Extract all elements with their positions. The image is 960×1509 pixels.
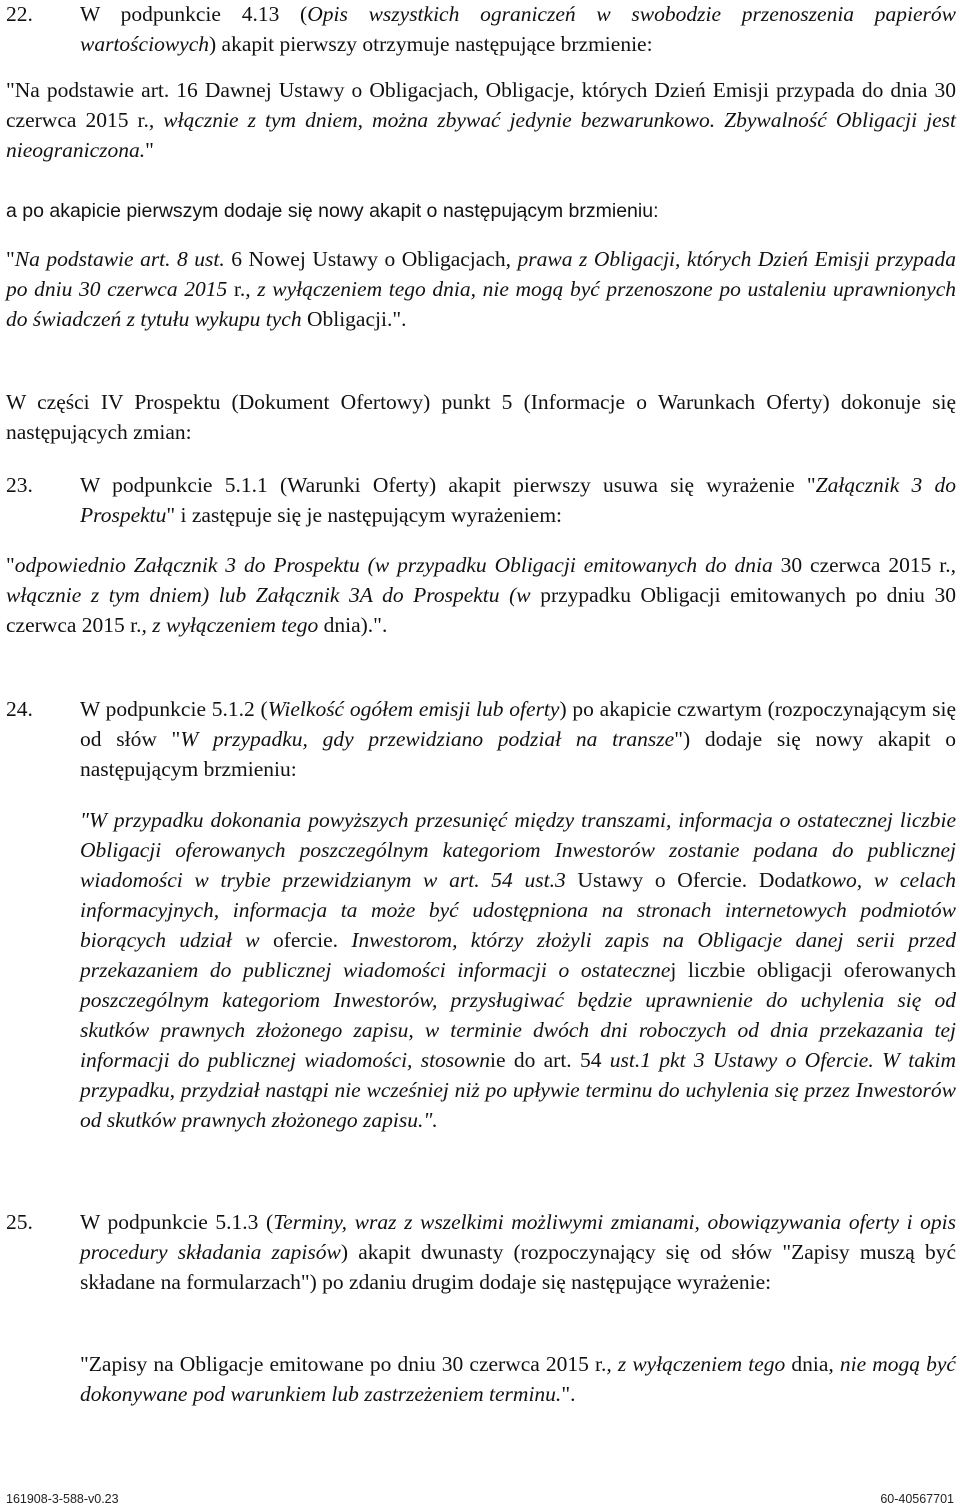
item-22-paragraph-3: a po akapicie pierwszym dodaje się nowy akapit o następującym brzmieniu: <box>6 200 659 222</box>
item-number-23: 23. <box>6 473 33 497</box>
item-number-24: 24. <box>6 697 33 721</box>
item-25-paragraph-1: W podpunkcie 5.1.3 (Terminy, wraz z wszelkimi możliwymi zmianami, obowiązywania oferty i opis procedury składania zapisów) akapit dwunasty (rozpoczynający się od słów "Zapisy muszą być składane na formularzach") po zdaniu drugim dodaje się następujące wyrażenie: <box>80 1210 957 1294</box>
item-number-22: 22. <box>6 2 33 26</box>
item-22-new-paragraph: "Na podstawie art. 8 ust. 6 Nowej Ustawy o Obligacjach, prawa z Obligacji, których Dzień Emisji przypada po dniu 30 czerwca 2015 r., z wyłączeniem tego dnia, nie mogą być przenoszone po ustaleniu uprawnionych do świadczeń z tytułu wykupu tych Obligacji.". <box>6 247 957 331</box>
item-24-paragraph-1: W podpunkcie 5.1.2 (Wielkość ogółem emisji lub oferty) po akapicie czwartym (rozpoczynającym się od słów "W przypadku, gdy przewidziano podział na transze") dodaje się nowy akapit o następującym brzmieniu: <box>80 697 956 781</box>
item-22-paragraph-1: W podpunkcie 4.13 (Opis wszystkich ograniczeń w swobodzie przenoszenia papierów wartościowych) akapit pierwszy otrzymuje następujące brzmienie: <box>80 2 957 56</box>
item-23-paragraph-1: W podpunkcie 5.1.1 (Warunki Oferty) akapit pierwszy usuwa się wyrażenie "Załącznik 3 do Prospektu" i zastępuje się je następującym wyrażeniem: <box>80 473 956 527</box>
item-number-25: 25. <box>6 1210 33 1234</box>
footer-reference-number: 60-40567701 <box>880 1492 954 1506</box>
part-iv-intro: W części IV Prospektu (Dokument Ofertowy) punkt 5 (Informacje o Warunkach Oferty) dokonuje się następujących zmian: <box>6 390 956 444</box>
item-22-quoted-paragraph: "Na podstawie art. 16 Dawnej Ustawy o Obligacjach, Obligacje, których Dzień Emisji przypada do dnia 30 czerwca 2015 r., włącznie z tym dniem, można zbywać jedynie bezwarunkowo. Zbywalność Obligacji jest nieograniczona." <box>6 78 957 162</box>
item-24-new-paragraph: "W przypadku dokonania powyższych przesunięć między transzami, informacja o ostatecznej liczbie Obligacji oferowanych poszczególnym kategoriom Inwestorów zostanie podana do publicznej wiadomości w trybie przewidzianym w art. 54 ust.3 Ustawy o Ofercie. Dodatkowo, w celach informacyjnych, informacja ta może być udostępniona na stronach internetowych podmiotów biorących udział w ofercie. Inwestorom, którzy złożyli zapis na Obligacje danej serii przed przekazaniem do publicznej wiadomości informacji o ostatecznej liczbie obligacji oferowanych poszczególnym kategoriom Inwestorów, przysługiwać będzie uprawnienie do uchylenia się od skutków prawnych złożonego zapisu, w terminie dwóch dni roboczych od dnia przekazania tej informacji do publicznej wiadomości, stosownie do art. 54 ust.1 pkt 3 Ustawy o Ofercie. W takim przypadku, przydział nastąpi nie wcześniej niż po upływie terminu do uchylenia się przez Inwestorów od skutków prawnych złożonego zapisu.". <box>80 808 957 1132</box>
item-23-replacement-text: "odpowiednio Załącznik 3 do Prospektu (w przypadku Obligacji emitowanych do dnia 30 czerwca 2015 r., włącznie z tym dniem) lub Załącznik 3A do Prospektu (w przypadku Obligacji emitowanych po dniu 30 czerwca 2015 r., z wyłączeniem tego dnia).". <box>6 553 956 637</box>
item-25-new-text: "Zapisy na Obligacje emitowane po dniu 30 czerwca 2015 r., z wyłączeniem tego dnia, nie mogą być dokonywane pod warunkiem lub zastrzeżeniem terminu.". <box>80 1352 956 1406</box>
footer-document-id: 161908-3-588-v0.23 <box>6 1492 119 1506</box>
